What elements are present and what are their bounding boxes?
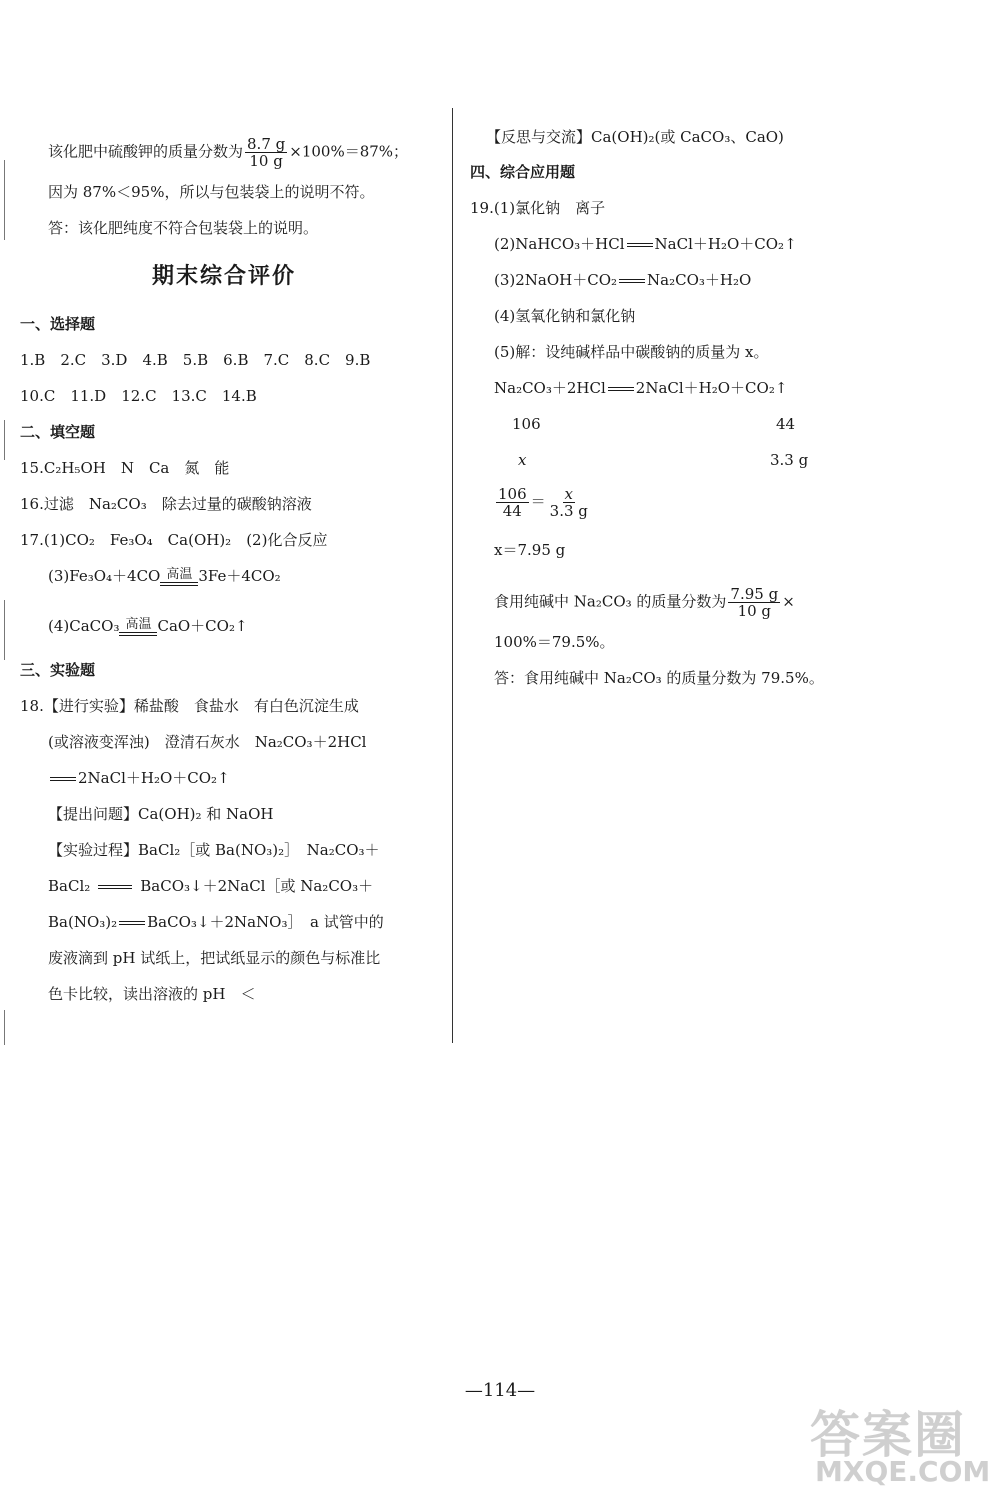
answer-line: 10.C 11.D 12.C 13.C 14.B <box>20 387 257 405</box>
answer-line: 19.(1)氯化钠 离子 <box>470 199 606 217</box>
equation-line: (3)Fe₃O₄＋4CO 高温 3Fe＋4CO₂ <box>48 567 281 585</box>
fraction: $\frac{8.7 g}{10 g}$ <box>247 135 286 170</box>
section-title: 期末综合评价 <box>152 263 297 289</box>
answer-line: 【反思与交流】Ca(OH)₂(或 CaCO₃、CaO) <box>486 128 784 146</box>
known-mass: 3.3 g <box>770 451 809 469</box>
text-line: 食用纯碱中 Na₂CO₃ 的质量分数为 $\frac{7.95 g}{10 g}$ × <box>494 585 795 620</box>
equation-line: (3)2NaOH＋CO₂ Na₂CO₃＋H₂O <box>494 271 752 289</box>
answer-line: 【提出问题】Ca(OH)₂ 和 NaOH <box>48 805 274 823</box>
watermark: 答案圈 <box>810 1406 966 1464</box>
answer-line: 17.(1)CO₂ Fe₃O₄ Ca(OH)₂ (2)化合反应 <box>20 531 328 549</box>
text-line: 100%＝79.5%。 <box>494 633 615 651</box>
answer-line: 【实验过程】BaCl₂［或 Ba(NO₃)₂］ Na₂CO₃＋ <box>48 841 380 859</box>
final-answer: 答：食用纯碱中 Na₂CO₃ 的质量分数为 79.5%。 <box>494 669 824 687</box>
unknown-variable: x <box>518 451 527 469</box>
section-heading: 一、选择题 <box>20 315 96 333</box>
text-line: 因为 87%＜95%，所以与包装袋上的说明不符。 <box>48 183 375 201</box>
equation-line: BaCl₂ BaCO₃↓＋2NaCl［或 Na₂CO₃＋ <box>48 877 374 895</box>
page-edge-line <box>4 600 5 660</box>
equation-line: 2NaCl＋H₂O＋CO₂↑ <box>48 768 230 788</box>
equation-line: Na₂CO₃＋2HCl 2NaCl＋H₂O＋CO₂↑ <box>494 379 788 397</box>
reaction-condition: 高温 <box>160 568 198 586</box>
text-line: 答：该化肥纯度不符合包装袋上的说明。 <box>48 219 319 237</box>
answer-line: 色卡比较，读出溶液的 pH ＜ <box>48 985 256 1003</box>
section-heading: 二、填空题 <box>20 423 96 441</box>
answer-line: (或溶液变浑浊) 澄清石灰水 Na₂CO₃＋2HCl <box>48 733 367 751</box>
column-divider <box>452 108 453 1043</box>
section-heading: 四、综合应用题 <box>470 163 576 181</box>
section-heading: 三、实验题 <box>20 661 96 679</box>
watermark-url: MXQE.COM <box>815 1455 991 1488</box>
page-edge-line <box>4 420 5 460</box>
equation-line: (2)NaHCO₃＋HCl NaCl＋H₂O＋CO₂↑ <box>494 235 797 253</box>
answer-line: 18.【进行实验】稀盐酸 食盐水 有白色沉淀生成 <box>20 697 359 715</box>
molar-mass: 106 <box>512 415 541 433</box>
answer-line: 1.B 2.C 3.D 4.B 5.B 6.B 7.C 8.C 9.B <box>20 351 371 369</box>
page-edge-line <box>4 160 5 240</box>
molar-mass: 44 <box>776 415 796 433</box>
equation-line: Ba(NO₃)₂ BaCO₃↓＋2NaNO₃］ a 试管中的 <box>48 913 384 931</box>
page-edge-line <box>4 1010 5 1045</box>
text-line: 该化肥中硫酸钾的质量分数为 $\frac{8.7 g}{10 g}$ ×100%＝87%； <box>48 135 409 170</box>
answer-line: 16.过滤 Na₂CO₃ 除去过量的碳酸钠溶液 <box>20 495 312 513</box>
reaction-condition: 高温 <box>119 618 157 636</box>
answer-line: (5)解：设纯碱样品中碳酸钠的质量为 x。 <box>494 343 769 361</box>
answer-line: (4)氢氧化钠和氯化钠 <box>494 307 636 325</box>
result-line: x＝7.95 g <box>494 541 566 559</box>
page-number: —114— <box>464 1380 536 1401</box>
equation-line: (4)CaCO₃ 高温 CaO＋CO₂↑ <box>48 617 248 635</box>
answer-line: 15.C₂H₅OH N Ca 氮 能 <box>20 459 230 477</box>
proportion: $\frac{106}{44}$ ＝ $\frac{x}{3.3 g}$ <box>498 485 588 520</box>
answer-line: 废液滴到 pH 试纸上，把试纸显示的颜色与标准比 <box>48 949 381 967</box>
